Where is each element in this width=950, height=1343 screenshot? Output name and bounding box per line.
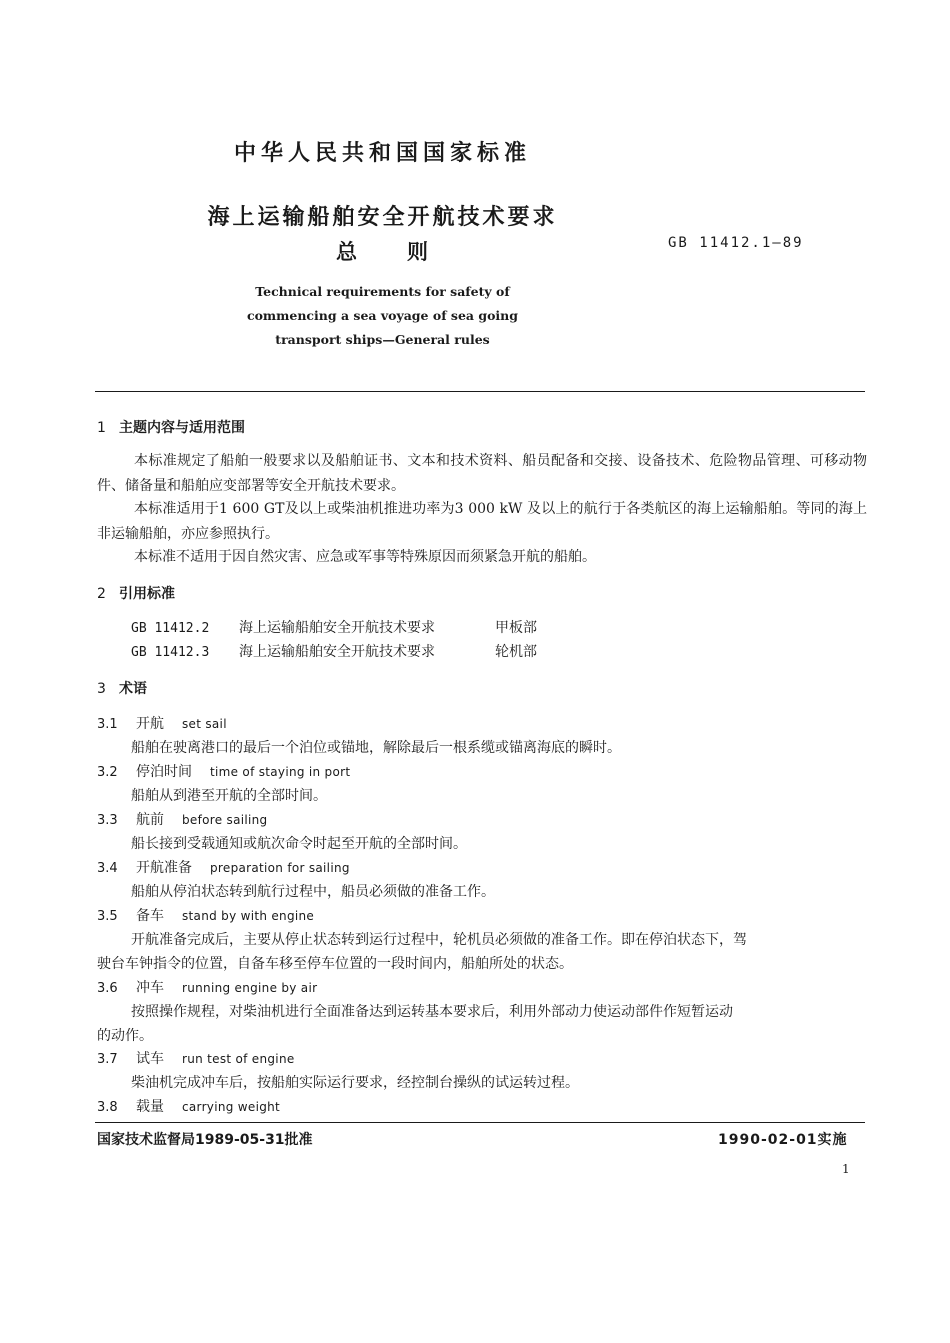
term-number: 3.5: [97, 909, 118, 924]
term-chinese: 开航: [136, 716, 164, 732]
reference-name: 海上运输船舶安全开航技术要求: [239, 644, 435, 660]
term-number: 3.7: [97, 1052, 118, 1067]
reference-part: 甲板部: [495, 620, 537, 636]
section-1-number: 1: [97, 420, 106, 436]
term-entry: [97, 857, 350, 877]
reference-standard: [131, 617, 537, 637]
section-1-heading: [97, 417, 245, 437]
reference-standard: [131, 641, 537, 661]
section-1-paragraph-3: 本标准不适用于因自然灾害、应急或军事等特殊原因而须紧急开航的船舶。: [134, 549, 596, 565]
term-number: 3.4: [97, 861, 118, 876]
term-chinese: 备车: [136, 908, 164, 924]
section-1-title: 主题内容与适用范围: [119, 420, 245, 436]
national-standard-heading: 中华人民共和国国家标准: [233, 141, 531, 166]
term-chinese: 航前: [136, 812, 164, 828]
term-definition: 船舶从停泊状态转到航行过程中，船员必须做的准备工作。: [131, 884, 495, 900]
term-entry: [97, 761, 350, 781]
reference-name: 海上运输船舶安全开航技术要求: [239, 620, 435, 636]
header-divider: [95, 391, 865, 392]
reference-code: GB 11412.3: [131, 645, 210, 660]
english-title-line-3: transport ships—General rules: [275, 332, 490, 347]
term-definition: 船舶从到港至开航的全部时间。: [131, 788, 327, 804]
term-english: preparation for sailing: [210, 861, 350, 875]
term-number: 3.3: [97, 813, 118, 828]
page-number: 1: [842, 1162, 850, 1176]
term-english: running engine by air: [182, 981, 318, 995]
term-chinese: 停泊时间: [136, 764, 192, 780]
term-number: 3.1: [97, 717, 118, 732]
term-english: set sail: [182, 717, 227, 731]
reference-part: 轮机部: [495, 644, 537, 660]
term-number: 3.2: [97, 765, 118, 780]
term-definition-continued: 驶台车钟指令的位置，自备车移至停车位置的一段时间内，船舶所处的状态。: [97, 956, 573, 972]
term-entry: [97, 1096, 280, 1116]
section-3-title: 术语: [119, 681, 147, 697]
document-title: 海上运输船舶安全开航技术要求: [207, 205, 558, 230]
term-english: before sailing: [182, 813, 268, 827]
reference-code: GB 11412.2: [131, 621, 210, 636]
effective-date: 1990-02-01实施: [718, 1132, 848, 1148]
term-definition: 船舶在驶离港口的最后一个泊位或锚地，解除最后一根系缆或锚离海底的瞬时。: [131, 740, 621, 756]
term-english: run test of engine: [182, 1052, 295, 1066]
section-3-heading: [97, 678, 147, 698]
term-entry: [97, 809, 267, 829]
term-chinese: 开航准备: [136, 860, 192, 876]
term-definition: 开航准备完成后，主要从停止状态转到运行过程中，轮机员必须做的准备工作。即在停泊状态下，驾: [131, 932, 747, 948]
term-definition: 按照操作规程，对柴油机进行全面准备达到运转基本要求后，利用外部动力使运动部件作短暂运动: [131, 1004, 733, 1020]
term-definition: 船长接到受载通知或航次命令时起至开航的全部时间。: [131, 836, 467, 852]
term-chinese: 冲车: [136, 980, 164, 996]
section-2-number: 2: [97, 586, 106, 602]
term-definition: 柴油机完成冲车后，按船舶实际运行要求，经控制台操纵的试运转过程。: [131, 1075, 579, 1091]
term-entry: [97, 977, 317, 997]
term-entry: [97, 905, 314, 925]
term-number: 3.6: [97, 981, 118, 996]
term-chinese: 载量: [136, 1099, 164, 1115]
document-subtitle: 总则: [336, 240, 478, 264]
section-2-title: 引用标准: [119, 586, 175, 602]
section-2-heading: [97, 583, 175, 603]
term-chinese: 试车: [136, 1051, 164, 1067]
section-1-paragraph-1: 本标准规定了船舶一般要求以及船舶证书、文本和技术资料、船员配备和交接、设备技术、危险物品管理、可移动物件、储备量和船舶应变部署等安全开航技术要求。: [97, 453, 867, 494]
section-1-paragraph-2: 本标准适用于1 600 GT及以上或柴油机推进功率为3 000 kW 及以上的航行于各类航区的海上运输船舶。等同的海上非运输船舶，亦应参照执行。: [97, 501, 867, 542]
approval-notice: 国家技术监督局1989-05-31批准: [97, 1132, 313, 1148]
term-english: time of staying in port: [210, 765, 351, 779]
term-number: 3.8: [97, 1100, 118, 1115]
term-entry: [97, 1048, 295, 1068]
term-english: carrying weight: [182, 1100, 281, 1114]
english-title-line-2: commencing a sea voyage of sea going: [246, 308, 519, 323]
term-english: stand by with engine: [182, 909, 315, 923]
section-3-number: 3: [97, 681, 106, 697]
footer-divider: [95, 1122, 865, 1123]
term-entry: [97, 713, 227, 733]
standard-code: GB 11412.1—89: [668, 235, 804, 251]
english-title-line-1: Technical requirements for safety of: [255, 284, 510, 299]
term-definition-continued: 的动作。: [97, 1028, 153, 1044]
